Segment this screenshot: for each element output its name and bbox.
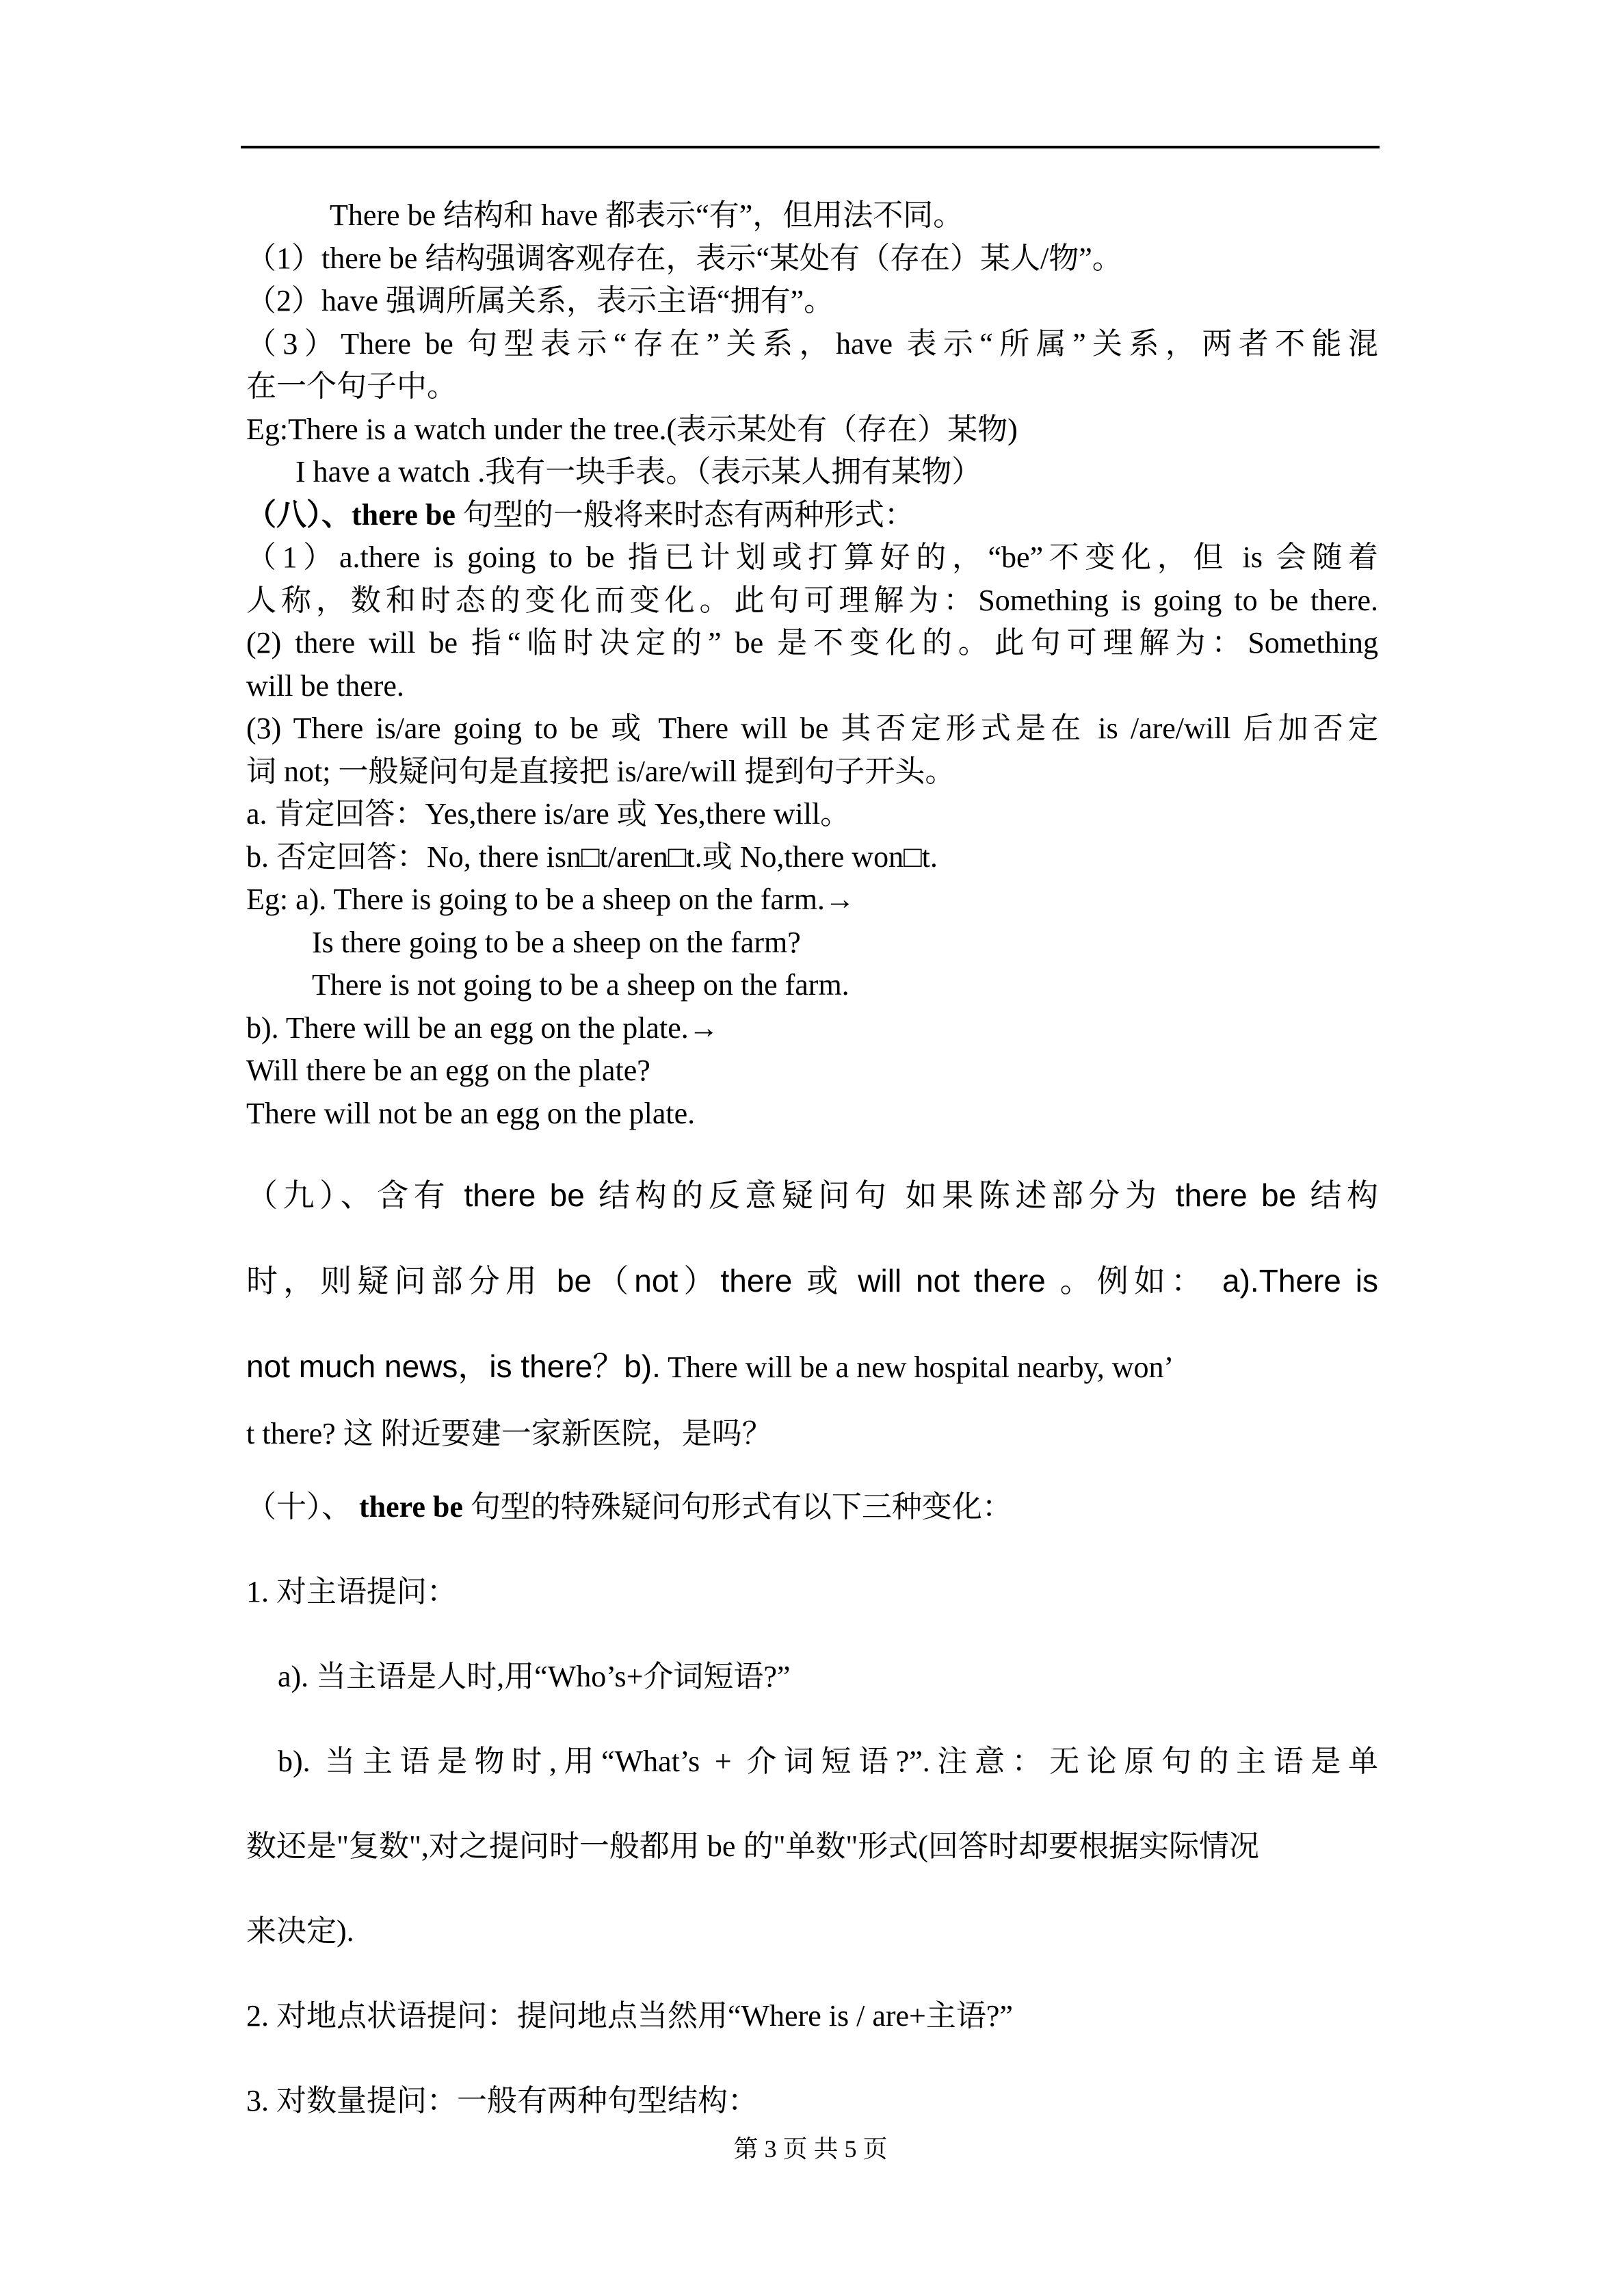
text-line: （2）have 强调所属关系，表示主语“拥有”。: [246, 284, 834, 317]
text-line: 在一个句子中。: [246, 369, 457, 403]
list-item: b). 当主语是物时,用“What’s + 介词短语?”.注意：无论原句的主语是单: [278, 1745, 1378, 1778]
list-item: 数还是"复数",对之提问时一般都用 be 的"单数"形式(回答时却要根据实际情况: [246, 1829, 1260, 1863]
section-9-line: （九）、含有 there be 结构的反意疑问句 如果陈述部分为 there be 结构: [246, 1177, 1378, 1213]
text-line: There be 结构和 have 都表示“有”，但用法不同。: [330, 198, 964, 232]
text-line: There is not going to be a sheep on the farm.: [312, 968, 849, 1002]
heading-bold: there be: [352, 497, 456, 532]
heading-rest: 句型的一般将来时态有两种形式：: [455, 497, 914, 532]
header-rule: [241, 146, 1380, 148]
section-9-line: t there? 这 附近要建一家新医院，是吗？: [246, 1417, 772, 1450]
page-number-footer: 第 3 页 共 5 页: [733, 2135, 888, 2163]
text-line: a. 肯定回答：Yes,there is/are 或 Yes,there will。: [246, 797, 851, 831]
heading-prefix: （八）、: [246, 497, 352, 532]
heading-rest: 句型的特殊疑问句形式有以下三种变化：: [462, 1490, 1012, 1524]
list-item: 1. 对主语提问：: [246, 1575, 457, 1608]
section-9-line: 时，则疑问部分用 be（not）there 或 will not there 。例如： a).There is: [246, 1263, 1378, 1299]
text-line: will be there.: [246, 668, 404, 703]
text-line: b). There will be an egg on the plate.→: [246, 1010, 719, 1045]
text-line: (3) There is/are going to be 或 There will be 其否定形式是在 is /are/will 后加否定: [246, 712, 1378, 745]
text-line: Is there going to be a sheep on the farm?: [312, 925, 801, 959]
text-line: I have a watch .我有一块手表。（表示某人拥有某物）: [295, 455, 982, 488]
section-9: [246, 1153, 1378, 1458]
text-line: 词 not; 一般疑问句是直接把 is/are/will 提到句子开头。: [246, 754, 956, 788]
text-line: Eg:There is a watch under the tree.(表示某处有（存在）某物): [246, 412, 1018, 446]
text-line: （3）There be 句型表示“存在”关系，have 表示“所属”关系，两者不能混: [246, 326, 1378, 361]
section-9-sans-part: not much news，is there？b).: [246, 1348, 661, 1384]
section-10: [246, 1465, 1378, 2143]
text-line: 人称，数和时态的变化而变化。此句可理解为：Something is going to be there.: [246, 583, 1378, 617]
list-item: a). 当主语是人时,用“Who’s+介词短语?”: [278, 1660, 791, 1693]
text-line: b. 否定回答：No, there isn□t/aren□t.或 No,there won□t.: [246, 839, 938, 874]
text-line: (2) there will be 指“临时决定的” be 是不变化的。此句可理解为：Something: [246, 626, 1378, 660]
section-8-heading: [246, 494, 1378, 537]
heading-bold: there be: [359, 1490, 463, 1524]
section-9-line: [246, 1324, 1378, 1410]
page-content: [246, 194, 1378, 2143]
text-line: There will not be an egg on the plate.: [246, 1096, 696, 1130]
list-item: 2. 对地点状语提问：提问地点当然用“Where is / are+主语?”: [246, 1999, 1013, 2033]
section-9-serif-part: There will be a new hospital nearby, won’: [660, 1351, 1174, 1384]
text-line: （1）a.there is going to be 指已计划或打算好的，“be”不变化，但 is 会随着: [246, 540, 1378, 574]
text-line: （1）there be 结构强调客观存在，表示“某处有（存在）某人/物”。: [246, 241, 1122, 275]
list-item: 来决定).: [246, 1914, 354, 1948]
text-line: Eg: a). There is going to be a sheep on the farm.→: [246, 883, 855, 916]
list-item: 3. 对数量提问：一般有两种句型结构：: [246, 2084, 758, 2117]
text-line: Will there be an egg on the plate?: [246, 1054, 650, 1087]
heading-prefix: （十）、: [246, 1490, 359, 1524]
section-10-heading: [246, 1465, 1378, 1550]
